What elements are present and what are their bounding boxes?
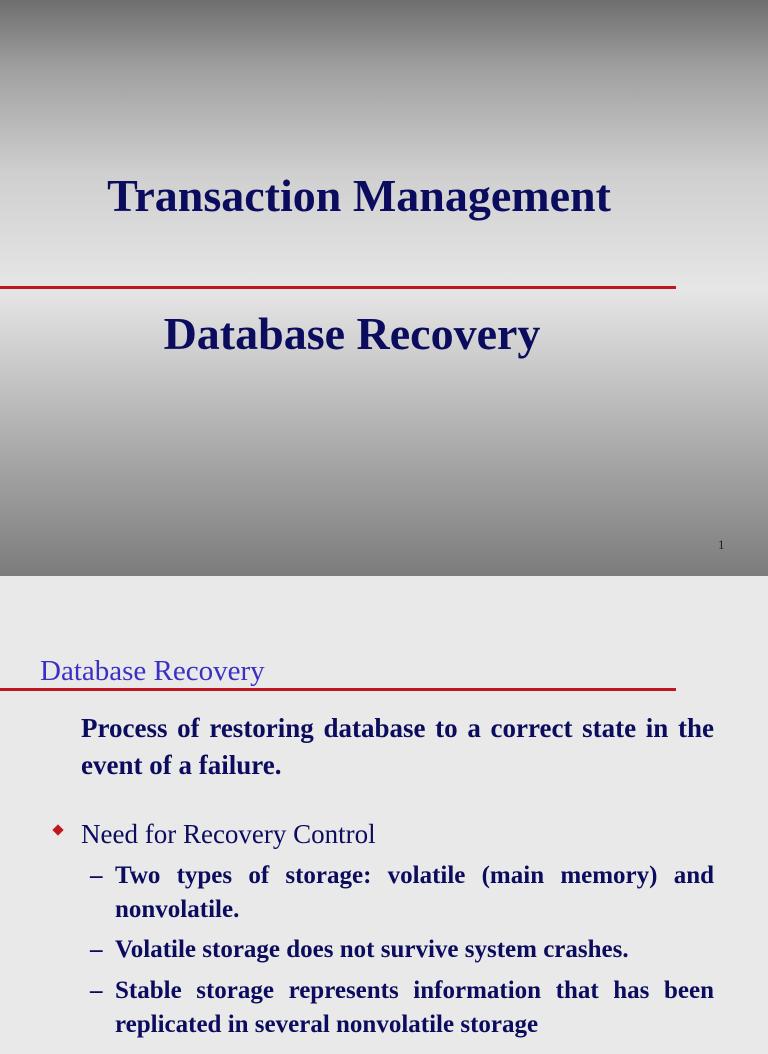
sub-bullet-text: Two types of storage: volatile (main memory) and nonvolatile. <box>115 862 714 923</box>
sub-bullet-item <box>90 859 714 929</box>
slide-title: Transaction Management <box>107 170 611 221</box>
sub-bullet-text: Volatile storage does not survive system crashes. <box>115 936 629 963</box>
dash-marker: – <box>90 936 103 963</box>
slide-heading: Database Recovery <box>40 655 265 687</box>
heading-divider <box>0 688 676 691</box>
sub-bullet-item <box>90 974 714 1054</box>
intro-paragraph: Process of restoring database to a correct state in the event of a failure. <box>81 713 714 780</box>
sub-bullet-item <box>90 933 714 969</box>
sub-bullet-text: Stable storage represents information that has been replicated in several nonvolatile storage <box>115 977 714 1038</box>
dash-marker: – <box>90 977 103 1004</box>
diamond-bullet-icon <box>52 824 63 835</box>
slide-subtitle: Database Recovery <box>163 308 541 359</box>
dash-marker: – <box>90 862 103 889</box>
bullet-item <box>50 818 730 858</box>
content-slide <box>0 576 768 1038</box>
bullet-label: Need for Recovery Control <box>81 819 376 849</box>
page-number: 1 <box>718 537 725 552</box>
title-divider <box>0 286 676 289</box>
